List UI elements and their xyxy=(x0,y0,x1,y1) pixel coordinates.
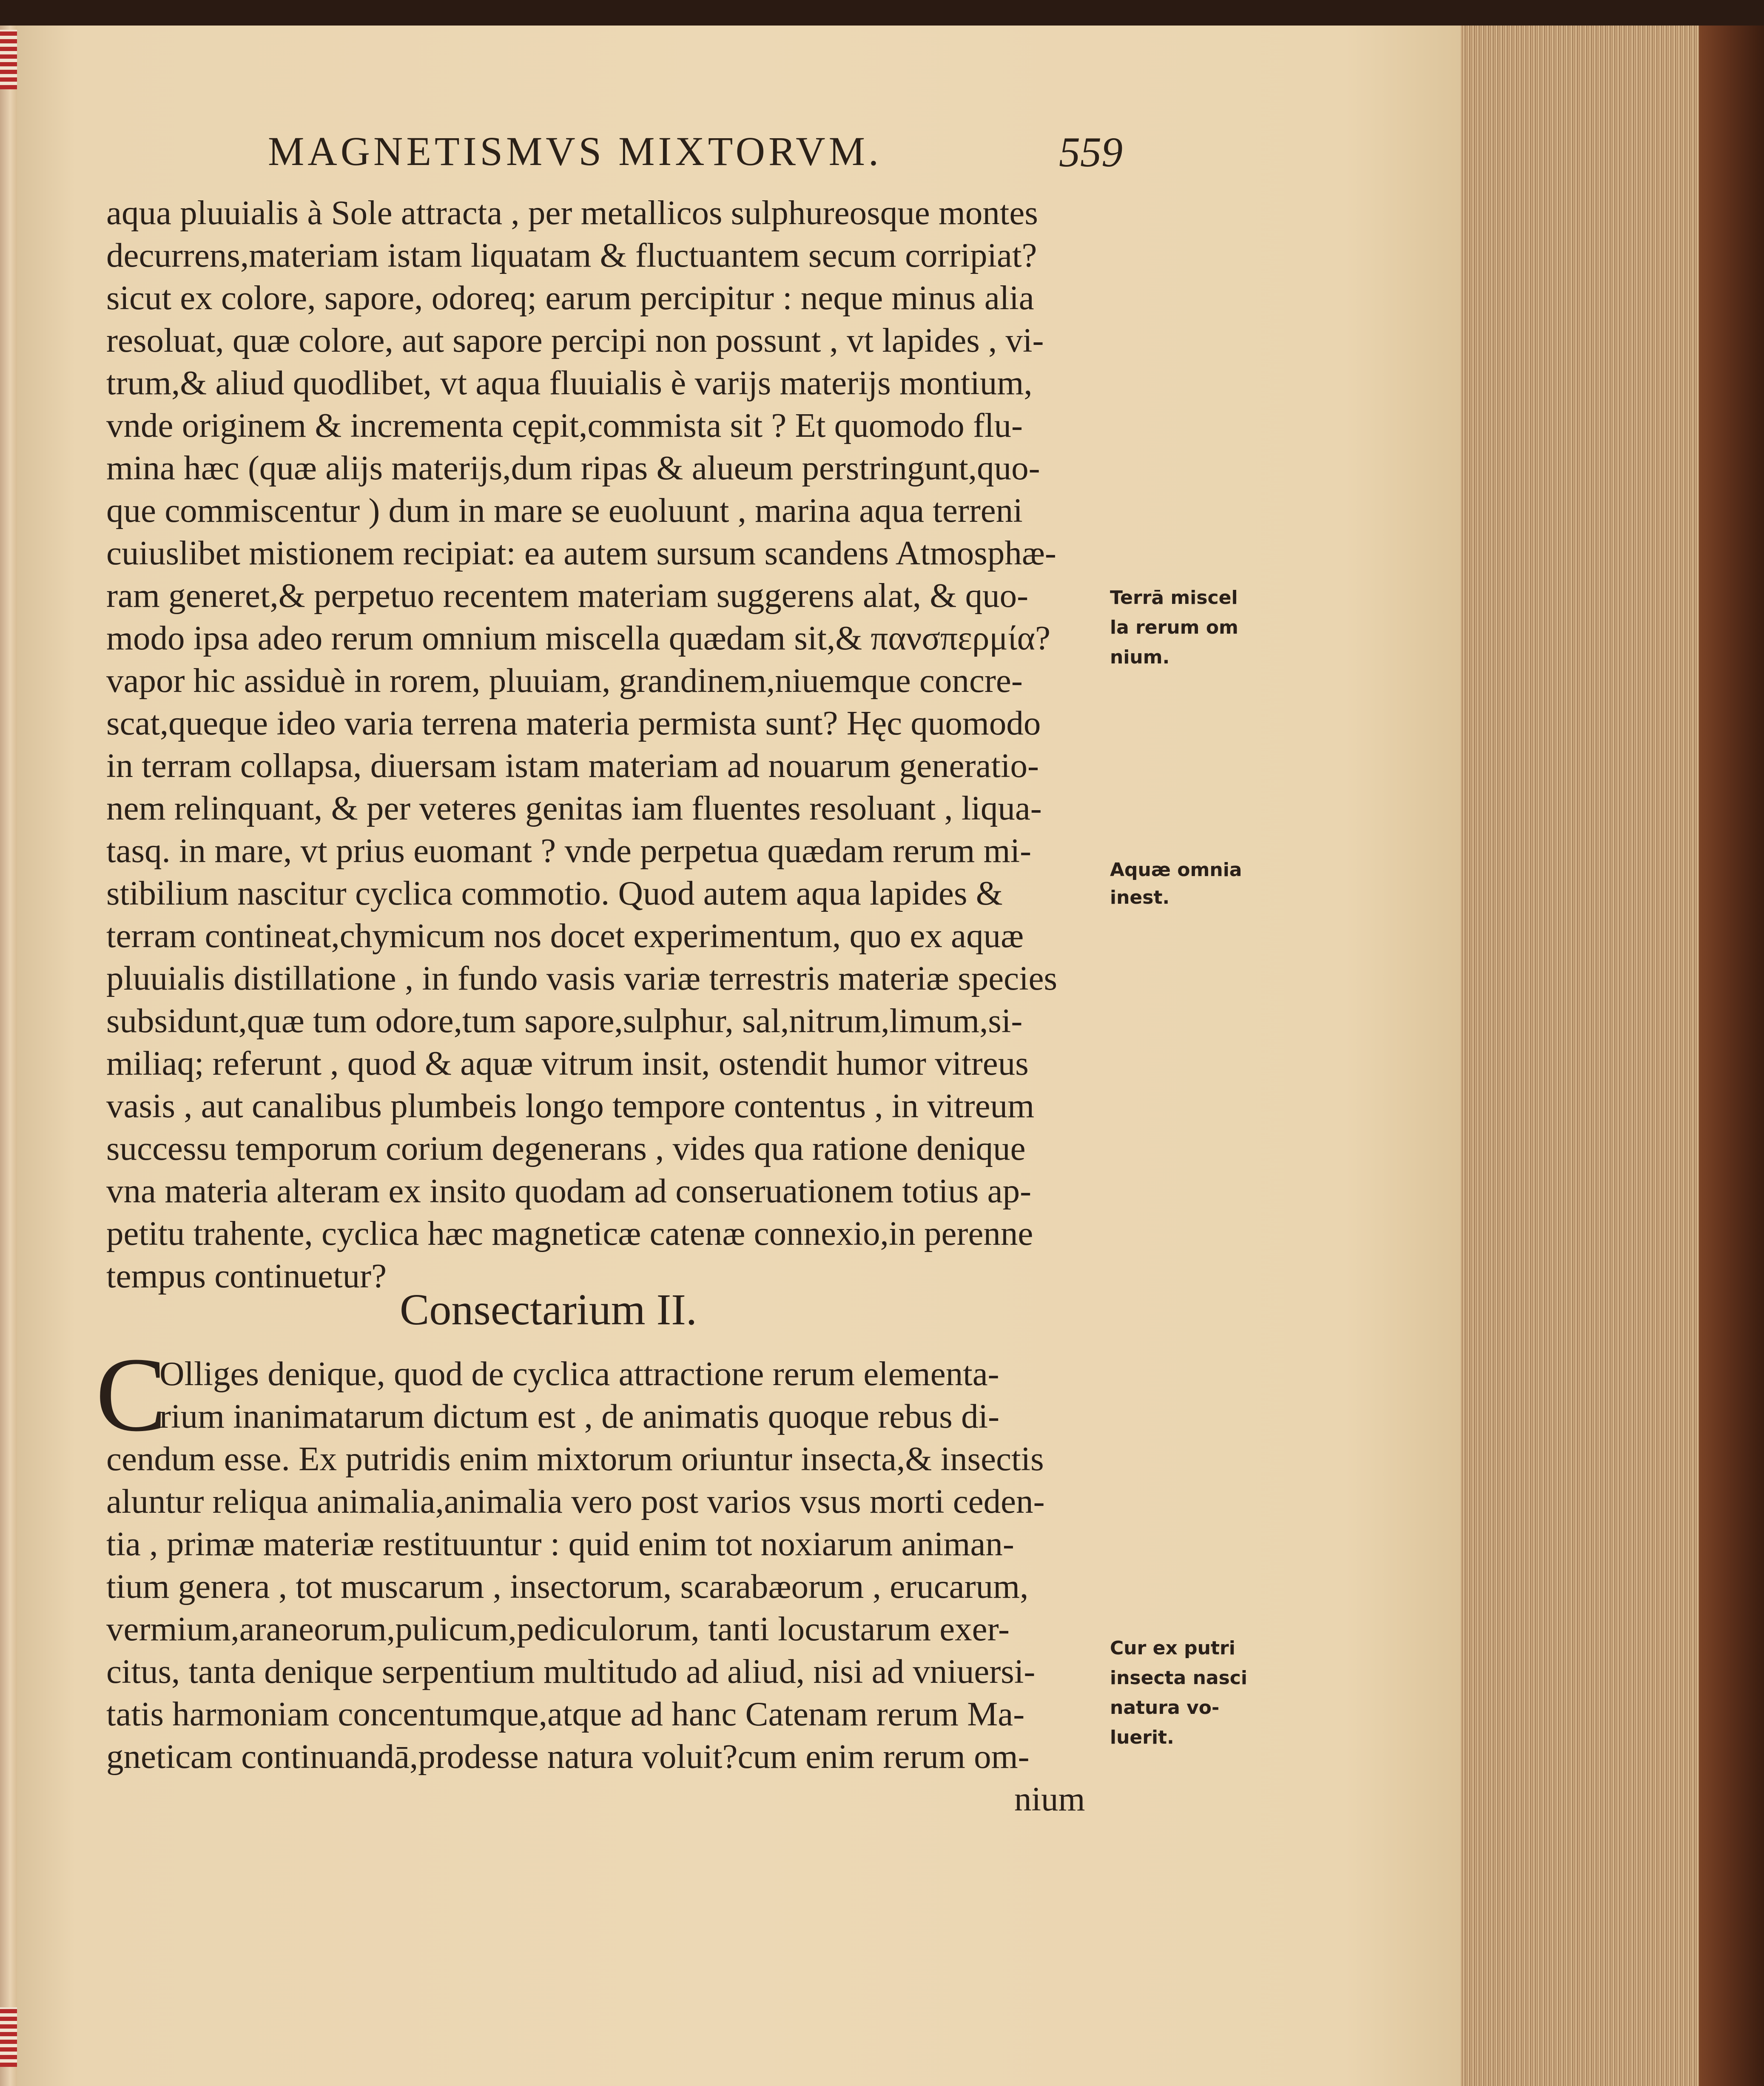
body-line: mina hæc (quæ alijs materijs,dum ripas & alueum perstringunt,quo- xyxy=(106,449,1040,487)
margin-note-line: luerit. xyxy=(1110,1727,1174,1748)
body-line: nem relinquant, & per veteres genitas iam fluentes resoluant , liqua- xyxy=(106,789,1042,827)
body-line: tempus continuetur? xyxy=(106,1257,387,1295)
section-line: citus, tanta denique serpentium multitudo ad aliud, nisi ad vniuersi- xyxy=(106,1652,1036,1690)
book-cover xyxy=(1699,26,1764,2086)
body-line: trum,& aliud quodlibet, vt aqua fluuialis è varijs materijs montium, xyxy=(106,364,1033,402)
section-heading: Consectarium II. xyxy=(400,1285,697,1334)
catchword: nium xyxy=(1014,1780,1085,1818)
body-line: stibilium nascitur cyclica commotio. Quod autem aqua lapides & xyxy=(106,874,1003,912)
margin-note-line: natura vo- xyxy=(1110,1697,1220,1719)
body-line: que commiscentur ) dum in mare se euoluunt , marina aqua terreni xyxy=(106,491,1023,529)
body-line: vna materia alteram ex insito quodam ad conseruationem totius ap- xyxy=(106,1172,1032,1210)
section-line: tium genera , tot muscarum , insectorum, scarabæorum , erucarum, xyxy=(106,1567,1029,1605)
body-line: resoluat, quæ colore, aut sapore percipi non possunt , vt lapides , vi- xyxy=(106,321,1044,359)
section-line: tia , primæ materiæ restituuntur : quid enim tot noxiarum animan- xyxy=(106,1525,1014,1563)
body-line: sicut ex colore, sapore, odoreq; earum percipitur : neque minus alia xyxy=(106,279,1034,317)
section-line: Olliges denique, quod de cyclica attractione rerum elementa- xyxy=(159,1355,999,1393)
page-number: 559 xyxy=(1059,128,1123,176)
body-line: decurrens,materiam istam liquatam & fluctuantem secum corripiat? xyxy=(106,236,1037,274)
margin-note-line: insecta nasci xyxy=(1110,1667,1247,1689)
body-line: scat,queque ideo varia terrena materia permista sunt? Hęc quomodo xyxy=(106,704,1041,742)
section-line: gneticam continuandā,prodesse natura voluit?cum enim rerum om- xyxy=(106,1737,1030,1776)
margin-note-line: Aquæ omnia xyxy=(1110,859,1242,881)
section-line: aluntur reliqua animalia,animalia vero post varios vsus morti ceden- xyxy=(106,1482,1045,1520)
background-top xyxy=(0,0,1764,26)
body-line: pluuialis distillatione , in fundo vasis variæ terrestris materiæ species xyxy=(106,959,1058,997)
body-line: modo ipsa adeo rerum omnium miscella quædam sit,& πανσπερμία? xyxy=(106,619,1051,657)
margin-note-line: la rerum om xyxy=(1110,617,1238,638)
body-line: miliaq; referunt , quod & aquæ vitrum insit, ostendit humor vitreus xyxy=(106,1044,1029,1082)
body-line: petitu trahente, cyclica hæc magneticæ catenæ connexio,in perenne xyxy=(106,1214,1033,1252)
margin-note-line: nium. xyxy=(1110,646,1170,668)
headband-top xyxy=(0,30,17,89)
body-line: vnde originem & incrementa cępit,commista sit ? Et quomodo flu- xyxy=(106,406,1023,444)
body-line: cuiuslibet mistionem recipiat: ea autem sursum scandens Atmosphæ- xyxy=(106,534,1056,572)
body-line: tasq. in mare, vt prius euomant ? vnde perpetua quædam rerum mi- xyxy=(106,831,1032,870)
section-line: cendum esse. Ex putridis enim mixtorum oriuntur insecta,& insectis xyxy=(106,1440,1044,1478)
section-line: tatis harmoniam concentumque,atque ad hanc Catenam rerum Ma- xyxy=(106,1695,1025,1733)
body-line: aqua pluuialis à Sole attracta , per metallicos sulphureosque montes xyxy=(106,194,1038,232)
section-line: vermium,araneorum,pulicum,pediculorum, tanti locustarum exer- xyxy=(106,1610,1010,1648)
body-line: subsidunt,quæ tum odore,tum sapore,sulphur, sal,nitrum,limum,si- xyxy=(106,1002,1023,1040)
drop-initial: C xyxy=(96,1336,167,1454)
section-line: rium inanimatarum dictum est , de animatis quoque rebus di- xyxy=(159,1397,1000,1435)
body-line: ram generet,& perpetuo recentem materiam suggerens alat, & quo- xyxy=(106,576,1029,615)
body-line: in terram collapsa, diuersam istam materiam ad nouarum generatio- xyxy=(106,746,1039,785)
headband-bottom xyxy=(0,2007,17,2067)
page-edges xyxy=(1461,26,1699,2086)
book-binding xyxy=(0,26,17,2086)
body-line: vasis , aut canalibus plumbeis longo tempore contentus , in vitreum xyxy=(106,1087,1035,1125)
margin-note-line: Cur ex putri xyxy=(1110,1637,1235,1659)
margin-note-line: inest. xyxy=(1110,887,1170,908)
body-line: terram contineat,chymicum nos docet experimentum, quo ex aquæ xyxy=(106,916,1024,955)
body-line: successu temporum corium degenerans , vides qua ratione denique xyxy=(106,1129,1026,1167)
running-head: MAGNETISMVS MIXTORVM. xyxy=(268,128,882,174)
margin-note-line: Terrā miscel xyxy=(1110,587,1238,609)
body-line: vapor hic assiduè in rorem, pluuiam, grandinem,niuemque concre- xyxy=(106,661,1023,700)
